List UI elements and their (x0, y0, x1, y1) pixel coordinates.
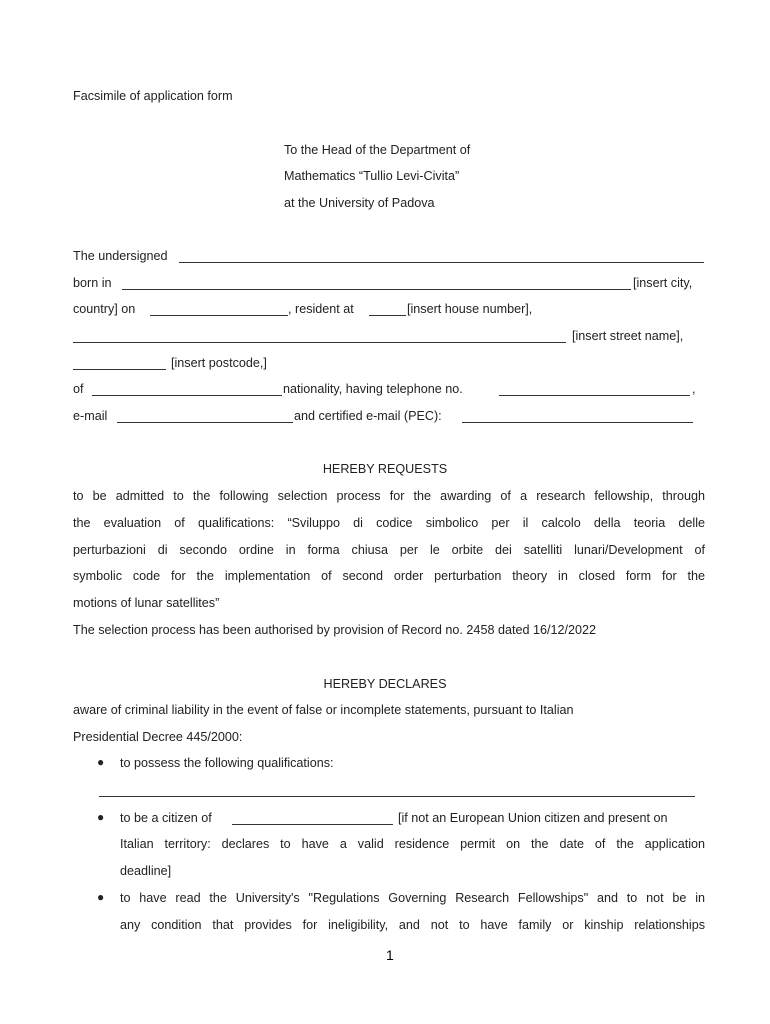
pec-field[interactable] (462, 422, 693, 423)
citizen-continuation-line: deadline] (120, 864, 172, 878)
bullet-icon: ● (97, 810, 105, 824)
addressee-line: at the University of Padova (284, 196, 435, 210)
email-label: e-mail (73, 409, 108, 423)
nationality-phone-label: nationality, having telephone no. (283, 382, 463, 396)
bullet-icon: ● (97, 755, 105, 769)
requests-paragraph-line: symbolic code for the implementation of second order perturbation theory in closed form for the (73, 569, 705, 583)
qualifications-item: to possess the following qualifications: (120, 756, 334, 770)
qualifications-field[interactable] (99, 796, 695, 797)
declares-heading: HEREBY DECLARES (323, 677, 447, 691)
country-on-label: country] on (73, 302, 136, 316)
nationality-field[interactable] (92, 395, 282, 396)
requests-heading: HEREBY REQUESTS (322, 462, 448, 476)
insert-street-name-hint: [insert street name], (572, 329, 684, 343)
citizen-prefix: to be a citizen of (120, 811, 212, 825)
bullet-icon: ● (97, 890, 105, 904)
declares-intro-line: aware of criminal liability in the event of false or incomplete statements, pursuant to Italian (73, 703, 574, 717)
of-label: of (73, 382, 84, 396)
declares-intro-line: Presidential Decree 445/2000: (73, 730, 243, 744)
citizen-suffix: [if not an European Union citizen and present on (398, 811, 668, 825)
resident-at-label: , resident at (288, 302, 354, 316)
insert-postcode-hint: [insert postcode,] (171, 356, 267, 370)
postcode-field[interactable] (73, 369, 166, 370)
requests-paragraph-line: the evaluation of qualifications: “Sviluppo di codice simbolico per il calcolo della teoria delle (73, 516, 705, 530)
name-field[interactable] (179, 262, 704, 263)
birthplace-field[interactable] (122, 289, 631, 290)
street-name-field[interactable] (73, 342, 566, 343)
requests-paragraph-line: motions of lunar satellites” (73, 596, 220, 610)
addressee-line: Mathematics “Tullio Levi-Civita” (284, 169, 460, 183)
insert-city-hint: [insert city, (633, 276, 693, 290)
addressee-line: To the Head of the Department of (284, 143, 471, 157)
requests-paragraph-line: perturbazioni di secondo ordine in forma chiusa per le orbite dei satelliti lunari/Development of (73, 543, 705, 557)
pec-label: and certified e-mail (PEC): (294, 409, 442, 423)
telephone-field[interactable] (499, 395, 690, 396)
house-number-field[interactable] (369, 315, 406, 316)
insert-house-number-hint: [insert house number], (407, 302, 533, 316)
document-title: Facsimile of application form (73, 89, 233, 103)
page-number: 1 (386, 947, 394, 963)
comma-text: , (692, 382, 696, 396)
line-text: to be admitted to the following selection process for the awarding of a research fellowship, through (73, 489, 705, 503)
born-in-label: born in (73, 276, 112, 290)
citizen-continuation-line: Italian territory: declares to have a valid residence permit on the date of the application (120, 837, 705, 851)
requests-paragraph-line (73, 488, 705, 504)
citizenship-field[interactable] (232, 824, 393, 825)
authorisation-statement: The selection process has been authorised by provision of Record no. 2458 dated 16/12/2022 (73, 623, 596, 637)
email-field[interactable] (117, 422, 293, 423)
birth-date-field[interactable] (150, 315, 288, 316)
undersigned-label: The undersigned (73, 249, 168, 263)
regulations-line: to have read the University's "Regulations Governing Research Fellowships" and to not be in (120, 891, 705, 905)
regulations-line: any condition that provides for ineligibility, and not to have family or kinship relationships (120, 918, 705, 932)
